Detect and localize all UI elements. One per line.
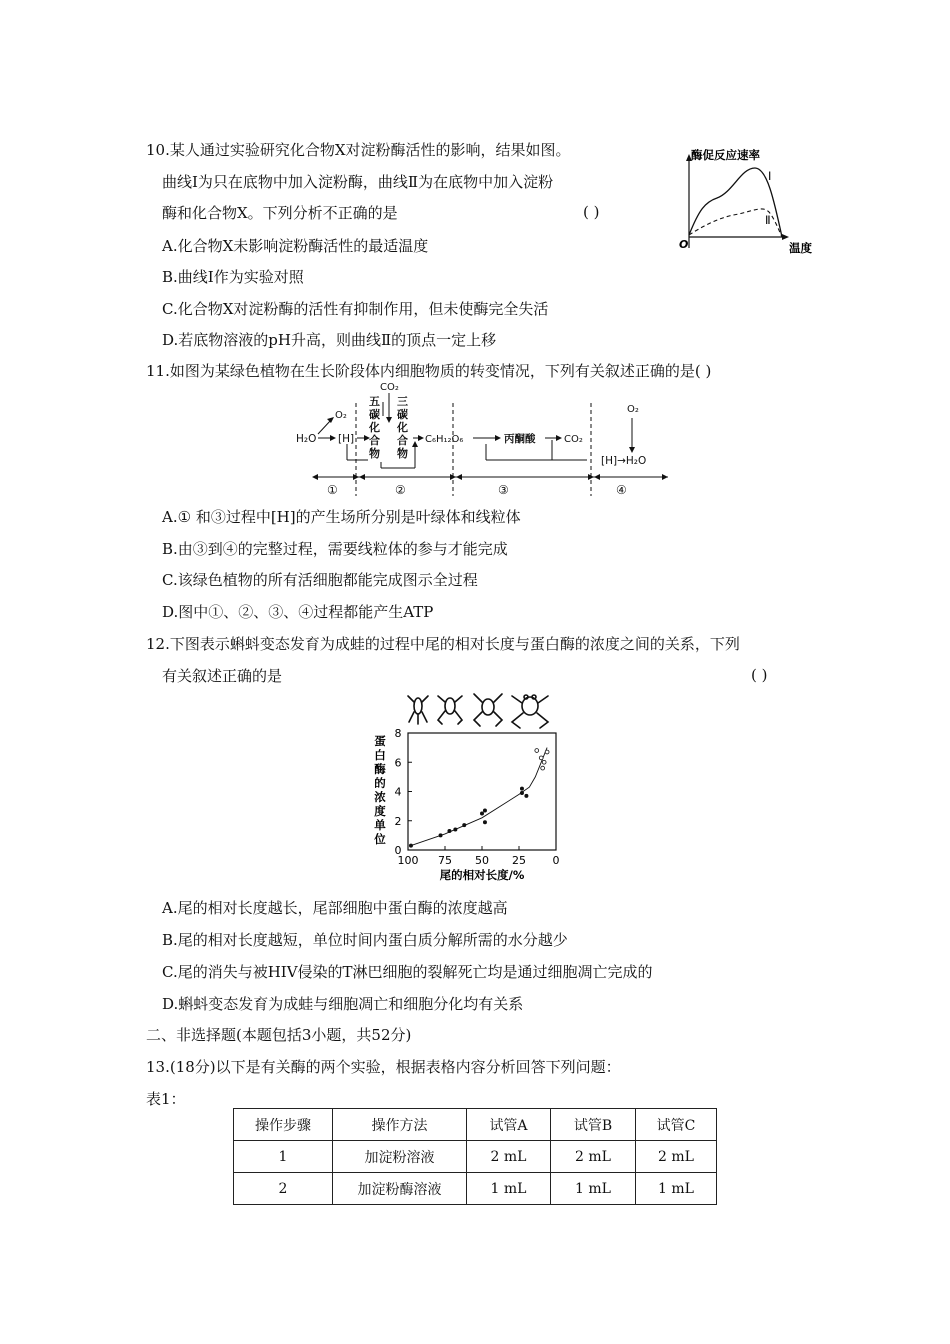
stage-3-label: ③ — [498, 483, 509, 497]
data-point — [454, 828, 457, 831]
q10-option-d[interactable]: D.若底物溶液的pH升高，则曲线Ⅱ的顶点一定上移 — [162, 331, 497, 349]
q11-option-d[interactable]: D.图中①、②、③、④过程都能产生ATP — [162, 603, 434, 621]
stage-4-label: ④ — [616, 483, 627, 497]
data-point — [545, 750, 549, 754]
x-tick-label: 75 — [438, 854, 452, 867]
h-label: [H] — [338, 433, 355, 445]
y-axis-label-char: 蛋 — [374, 734, 386, 748]
y-tick-label: 6 — [394, 756, 402, 770]
table-caption: 表1： — [146, 1090, 186, 1108]
table-row — [234, 1173, 717, 1205]
o2b-label: O₂ — [627, 404, 639, 415]
data-point — [542, 760, 546, 764]
svg-text:三: 三 — [397, 395, 408, 408]
x-tick-label: 25 — [512, 854, 526, 867]
y-tick-label: 2 — [394, 814, 402, 828]
data-point — [539, 756, 543, 760]
table-header-row — [234, 1109, 717, 1141]
table-cell: 1 mL — [551, 1173, 636, 1205]
data-point — [525, 794, 528, 797]
h-to-h2o-label: [H]→H₂O — [601, 455, 647, 467]
table-header-cell: 操作步骤 — [234, 1109, 333, 1141]
plot-frame — [408, 733, 556, 850]
table-cell: 加淀粉溶液 — [333, 1141, 467, 1173]
data-point — [483, 821, 486, 824]
y-axis-label-char: 酶 — [374, 762, 386, 776]
q11-stem: 11.如图为某绿色植物在生长阶段体内细胞物质的转变情况，下列有关叙述正确的是( ) — [146, 362, 712, 380]
curve-ii-label: Ⅱ — [765, 213, 771, 227]
h2o-label: H₂O — [296, 433, 317, 445]
origin-label: O — [679, 238, 689, 251]
frog-stage-2-icon — [438, 696, 462, 724]
q10-stem-line1: 10.某人通过实验研究化合物X对淀粉酶活性的影响，结果如图。 — [146, 141, 571, 159]
frog-stage-1-icon — [408, 696, 428, 724]
q10-answer-paren[interactable]: ( ) — [583, 203, 600, 221]
q10-option-c[interactable]: C.化合物X对淀粉酶的活性有抑制作用，但未使酶完全失活 — [162, 300, 549, 318]
table-cell: 2 mL — [467, 1141, 551, 1173]
table-cell: 1 mL — [636, 1173, 717, 1205]
q12-option-c[interactable]: C.尾的消失与被HIV侵染的T淋巴细胞的裂解死亡均是通过细胞凋亡完成的 — [162, 963, 653, 981]
frog-stage-4-icon — [512, 695, 548, 728]
data-point — [541, 766, 545, 770]
data-point — [483, 809, 486, 812]
data-point — [520, 787, 523, 790]
svg-text:化: 化 — [397, 421, 408, 434]
data-point — [409, 844, 412, 847]
q12-answer-paren[interactable]: ( ) — [751, 666, 768, 684]
pyruvate-label: 丙酮酸 — [504, 433, 536, 445]
svg-text:碳: 碳 — [369, 408, 380, 421]
q10-option-a[interactable]: A.化合物X未影响淀粉酶活性的最适温度 — [162, 237, 429, 255]
co2b-label: CO₂ — [564, 434, 583, 445]
experiment-table — [233, 1108, 717, 1205]
data-point — [535, 749, 539, 753]
q12-stem-line2: 有关叙述正确的是 — [162, 667, 283, 685]
y-axis-label-char: 位 — [374, 832, 386, 846]
table-cell: 2 mL — [551, 1141, 636, 1173]
svg-text:合: 合 — [369, 434, 380, 447]
q12-option-d[interactable]: D.蝌蚪变态发育为成蛙与细胞凋亡和细胞分化均有关系 — [162, 995, 524, 1013]
q12-option-a[interactable]: A.尾的相对长度越长，尾部细胞中蛋白酶的浓度越高 — [162, 899, 508, 917]
q12-stem-line1: 12.下图表示蝌蚪变态发育为成蛙的过程中尾的相对长度与蛋白酶的浓度之间的关系，下列 — [146, 635, 740, 653]
data-point — [463, 824, 466, 827]
x-tick-label: 100 — [397, 854, 419, 867]
q11-option-a[interactable]: A.① 和③过程中[H]的产生场所分别是叶绿体和线粒体 — [162, 508, 521, 526]
data-point — [448, 829, 451, 832]
table-cell: 加淀粉酶溶液 — [333, 1173, 467, 1205]
table-cell: 1 — [234, 1141, 333, 1173]
table-row — [234, 1141, 717, 1173]
stage-1-label: ① — [327, 483, 338, 497]
svg-text:五: 五 — [369, 395, 380, 408]
x-axis-label: 尾的相对长度/% — [439, 868, 525, 882]
x-axis-arrow — [782, 234, 789, 240]
metabolism-figure — [293, 378, 669, 500]
stage-2-label: ② — [395, 483, 406, 497]
q10-stem-line2: 曲线Ⅰ为只在底物中加入淀粉酶，曲线Ⅱ为在底物中加入淀粉 — [162, 173, 554, 191]
enzyme-rate-figure — [675, 140, 825, 258]
curve-i-label: Ⅰ — [768, 169, 772, 183]
frog-development-icons — [404, 688, 554, 730]
y-axis-label-char: 单 — [374, 818, 386, 832]
table-cell: 2 — [234, 1173, 333, 1205]
table-header-cell: 试管B — [551, 1109, 636, 1141]
svg-text:化: 化 — [369, 421, 380, 434]
protease-scatter-chart — [368, 725, 584, 885]
c3-label — [396, 395, 408, 460]
co2-label: CO₂ — [380, 382, 399, 393]
y-axis-label-char: 度 — [374, 804, 386, 818]
y-axis-label-char: 浓 — [374, 790, 386, 804]
q13-stem: 13.(18分)以下是有关酶的两个实验，根据表格内容分析回答下列问题： — [146, 1058, 621, 1076]
y-axis-label-char: 的 — [374, 776, 386, 790]
table-header-cell: 操作方法 — [333, 1109, 467, 1141]
q11-option-b[interactable]: B.由③到④的完整过程，需要线粒体的参与才能完成 — [162, 540, 508, 558]
x-tick-label: 0 — [552, 854, 560, 867]
svg-text:物: 物 — [369, 447, 380, 460]
svg-text:物: 物 — [397, 447, 408, 460]
table-cell: 1 mL — [467, 1173, 551, 1205]
q10-option-b[interactable]: B.曲线Ⅰ作为实验对照 — [162, 268, 304, 286]
glucose-label: C₆H₁₂O₆ — [425, 434, 464, 445]
x-axis-label: 温度 — [789, 241, 812, 255]
q11-option-c[interactable]: C.该绿色植物的所有活细胞都能完成图示全过程 — [162, 571, 478, 589]
table-header-cell: 试管A — [467, 1109, 551, 1141]
svg-text:碳: 碳 — [397, 408, 408, 421]
q12-option-b[interactable]: B.尾的相对长度越短，单位时间内蛋白质分解所需的水分越少 — [162, 931, 568, 949]
svg-text:合: 合 — [397, 434, 408, 447]
data-point — [520, 791, 523, 794]
y-axis-label-char: 白 — [374, 748, 386, 762]
o2-label: O₂ — [335, 410, 347, 421]
q10-stem-line3: 酶和化合物X。下列分析不正确的是 — [162, 204, 398, 222]
data-point — [480, 812, 483, 815]
x-tick-label: 50 — [475, 854, 489, 867]
part2-heading: 二、非选择题(本题包括3小题，共52分) — [146, 1026, 412, 1044]
y-axis-label: 酶促反应速率 — [691, 148, 760, 162]
y-tick-label: 4 — [394, 785, 402, 799]
table-cell: 2 mL — [636, 1141, 717, 1173]
table-header-cell: 试管C — [636, 1109, 717, 1141]
c5-label — [368, 395, 380, 460]
y-tick-label: 0 — [394, 844, 402, 857]
y-tick-label: 8 — [394, 727, 402, 740]
frog-stage-3-icon — [474, 694, 502, 726]
data-point — [439, 834, 442, 837]
